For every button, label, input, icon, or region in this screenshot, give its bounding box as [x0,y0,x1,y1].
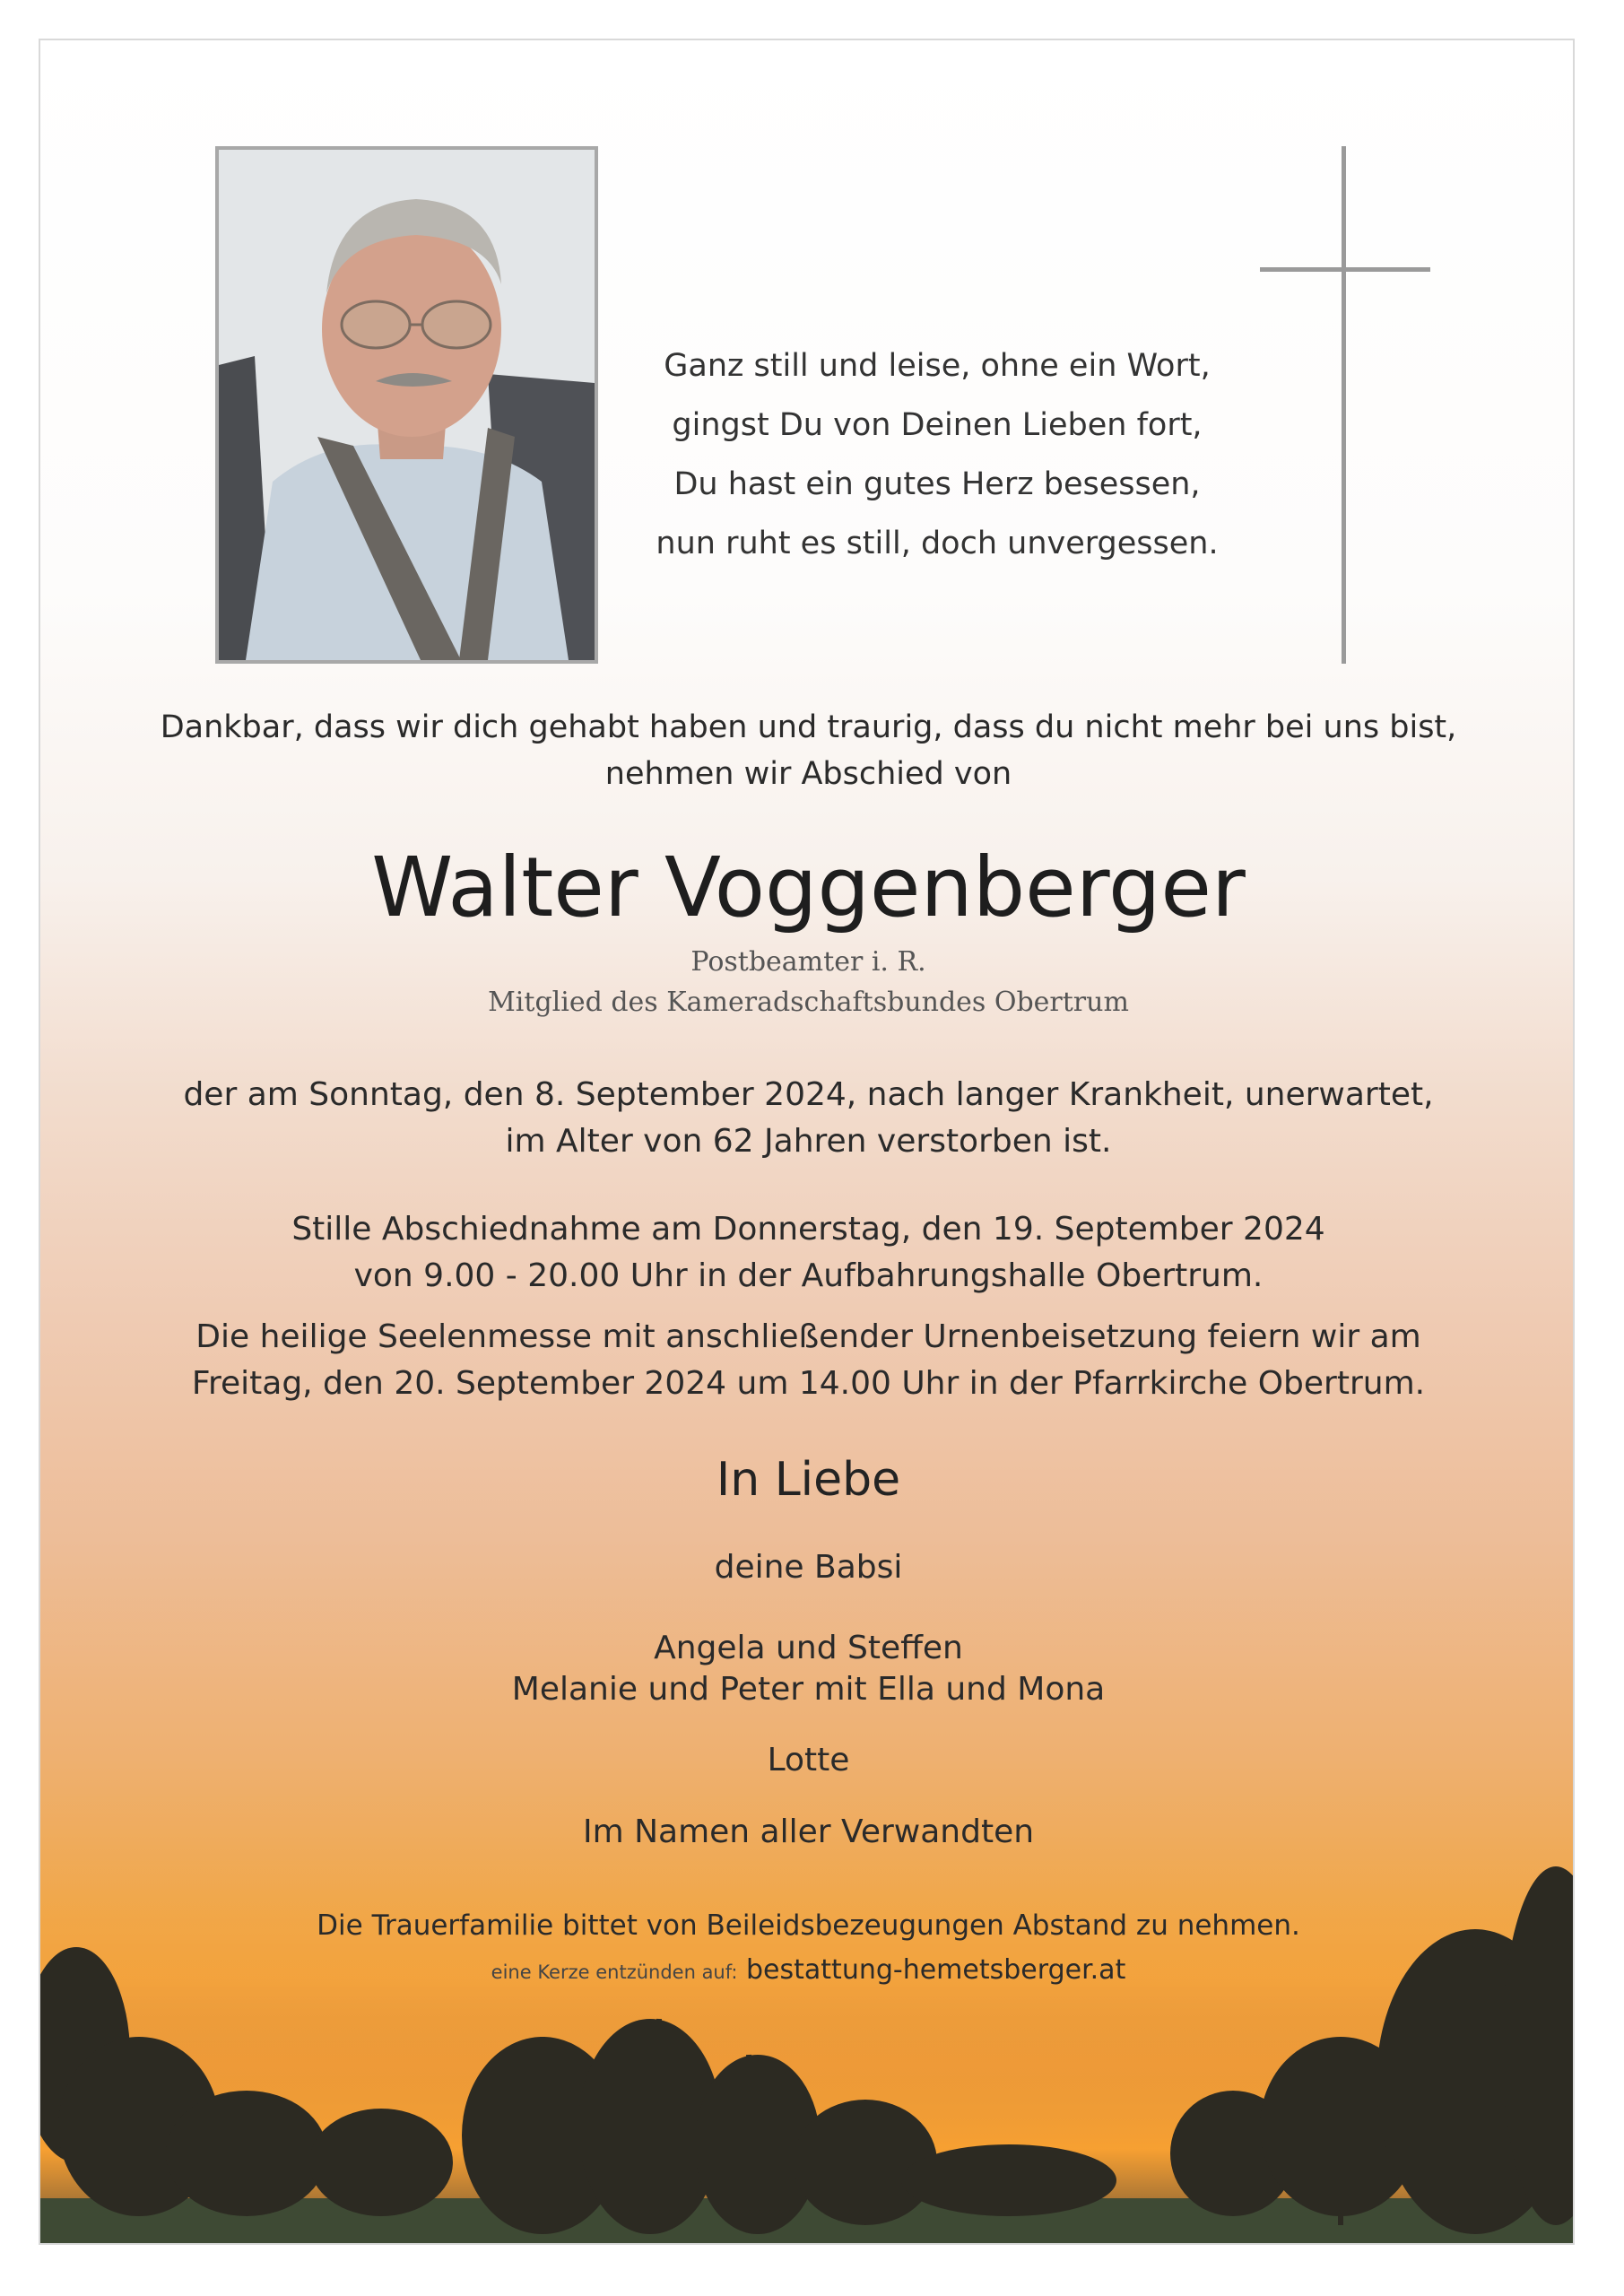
intro-line: nehmen wir Abschied von [604,756,1012,792]
portrait-image [219,150,595,660]
mass-line: Freitag, den 20. September 2024 um 14.00 Uhr in der Pfarrkirche Obertrum. [191,1365,1426,1402]
obituary-card [39,39,1575,2245]
family-other: Lotte [767,1742,850,1779]
occupation: Postbeamter i. R. [690,946,926,978]
family-relatives: Im Namen aller Verwandten [582,1813,1035,1850]
candle-website-link[interactable]: bestattung-hemetsberger.at [746,1954,1126,1986]
death-notice-line: der am Sonntag, den 8. September 2024, nach langer Krankheit, unerwartet, [183,1076,1434,1113]
poem-line: Du hast ein gutes Herz besessen, [673,466,1201,502]
poem-line: nun ruht es still, doch unvergessen. [656,526,1219,561]
mass-info [40,1314,1575,1407]
family-children-line: Melanie und Peter mit Ella und Mona [511,1671,1106,1708]
condolence-note: Die Trauerfamilie bittet von Beileidsbezeugungen Abstand zu nehmen. [317,1909,1300,1942]
candle-label: eine Kerze entzünden auf: [491,1961,738,1983]
intro-line: Dankbar, dass wir dich gehabt haben und traurig, dass du nicht mehr bei uns bist, [160,709,1457,745]
deceased-name: Walter Voggenberger [371,839,1246,935]
cross-icon [1260,146,1430,666]
death-notice-line: im Alter von 62 Jahren verstorben ist. [505,1123,1112,1160]
poem [623,336,1251,573]
farewell-line: von 9.00 - 20.00 Uhr in der Aufbahrungshalle Obertrum. [353,1257,1264,1294]
family-children [40,1628,1575,1710]
family-partner: deine Babsi [714,1549,903,1586]
intro-text [40,704,1575,797]
farewell-line: Stille Abschiednahme am Donnerstag, den 19. September 2024 [291,1211,1325,1248]
poem-line: gingst Du von Deinen Lieben fort, [672,407,1203,443]
candle-line [40,1951,1575,1992]
family-children-line: Angela und Steffen [654,1630,963,1666]
mass-line: Die heilige Seelenmesse mit anschließender Urnenbeisetzung feiern wir am [195,1318,1421,1355]
farewell-info [40,1206,1575,1300]
membership: Mitglied des Kameradschaftsbundes Obertrum [488,987,1129,1018]
closing-in-liebe: In Liebe [716,1453,901,1507]
portrait-photo [215,146,598,664]
poem-line: Ganz still und leise, ohne ein Wort, [664,348,1211,384]
death-notice [40,1072,1575,1165]
